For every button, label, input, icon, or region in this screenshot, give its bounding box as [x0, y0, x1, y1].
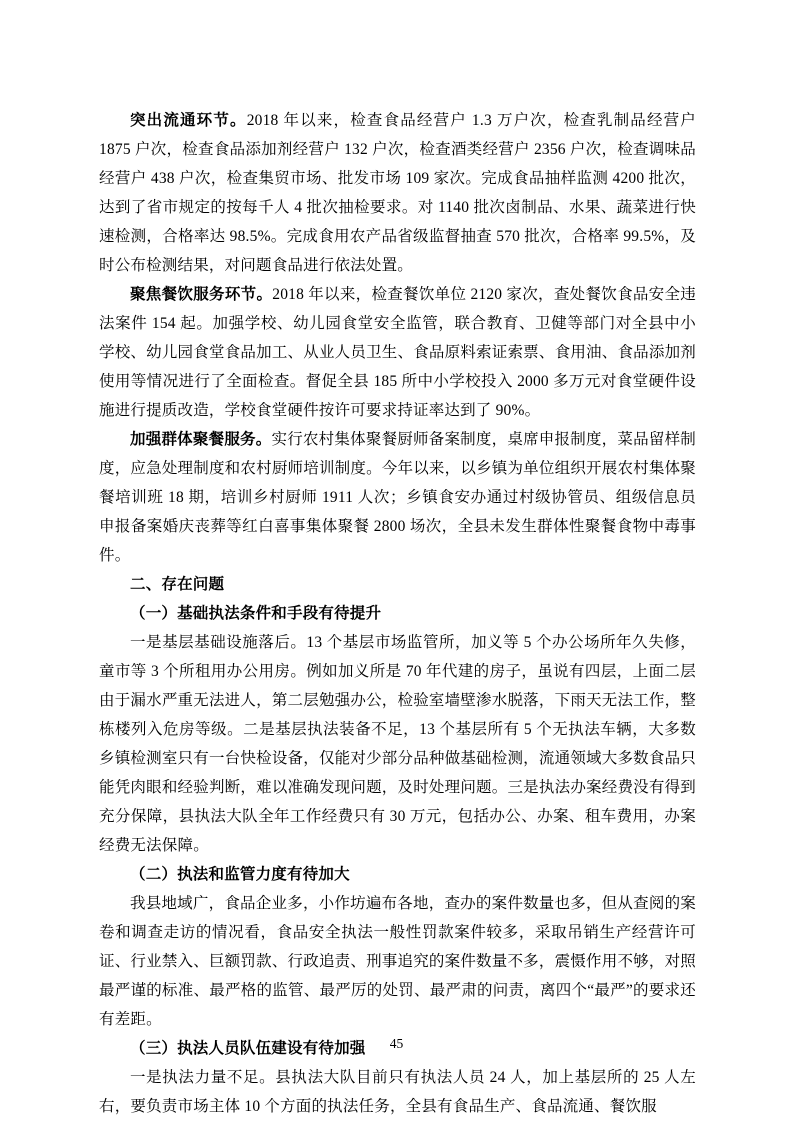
section-heading: 二、存在问题 — [130, 576, 225, 593]
paragraph — [99, 106, 696, 280]
paragraph-text: 我县地域广，食品企业多，小作坊遍布各地，查办的案件数量也多，但从查阅的案卷和调查走访的情况看，食品安全执法一般性罚款案件较多，采取吊销生产经营许可证、行业禁入、巨额罚款、行政追责、刑事追究的案件数量不多，震慑作用不够，对照最严谨的标准、最严格的监管、最严厉的处罚、最严肃的问责，离四个“最严”的要求还有差距。 — [99, 895, 696, 1028]
page-number: 45 — [389, 1036, 404, 1051]
paragraph-text: 一是执法力量不足。县执法大队目前只有执法人员 24 人，加上基层所的 25 人左右，要负责市场主体 10 个方面的执法任务，全县有食品生产、食品流通、餐饮服 — [99, 1069, 696, 1115]
paragraph-text: 2018 年以来，检查餐饮单位 2120 家次，查处餐饮食品安全违法案件 154 起。加强学校、幼儿园食堂安全监管，联合教育、卫健等部门对全县中小学校、幼儿园食堂食品加工、从业人员卫生、食品原料索证索票、食用油、食品添加剂使用等情况进行了全面检查。督促全县 185 所中小学校投入 2000 多万元对食堂硬件设施进行提质改造，学校食堂硬件按许可要求持证率达到了 90%。 — [99, 286, 696, 419]
paragraph-lead: 加强群体聚餐服务。 — [130, 431, 272, 448]
paragraph — [99, 889, 696, 1034]
subsection-heading: （三）执法人员队伍建设有待加强 — [130, 1040, 366, 1057]
document-body — [99, 106, 696, 1121]
paragraph-lead: 突出流通环节。 — [130, 112, 247, 129]
paragraph-lead: 聚焦餐饮服务环节。 — [130, 286, 273, 303]
subsection-heading: （一）基础执法条件和手段有待提升 — [130, 605, 382, 622]
paragraph — [99, 1063, 696, 1121]
paragraph — [99, 280, 696, 425]
paragraph — [99, 628, 696, 860]
paragraph — [99, 425, 696, 570]
paragraph-text: 实行农村集体聚餐厨师备案制度，桌席申报制度，菜品留样制度，应急处理制度和农村厨师培训制度。今年以来，以乡镇为单位组织开展农村集体聚餐培训班 18 期，培训乡村厨师 1911 人次；乡镇食安办通过村级协管员、组级信息员申报备案婚庆丧葬等红白喜事集体聚餐 2800 场次，全县未发生群体性聚餐食物中毒事件。 — [99, 431, 696, 564]
paragraph-text: 2018 年以来，检查食品经营户 1.3 万户次，检查乳制品经营户 1875 户次，检查食品添加剂经营户 132 户次，检查酒类经营户 2356 户次，检查调味品经营户 438 户次，检查集贸市场、批发市场 109 家次。完成食品抽样监测 4200 批次，达到了省市规定的按每千人 4 批次抽检要求。对 1140 批次卤制品、水果、蔬菜进行快速检测，合格率达 98.5%。完成食用农产品省级监督抽查 570 批次，合格率 99.5%，及时公布检测结果，对问题食品进行依法处置。 — [99, 112, 696, 274]
subsection-heading: （二）执法和监管力度有待加大 — [130, 866, 350, 883]
paragraph-text: 一是基层基础设施落后。13 个基层市场监管所，加义等 5 个办公场所年久失修，童市等 3 个所租用办公用房。例如加义所是 70 年代建的房子，虽说有四层，上面二层由于漏水严重无法进人，第二层勉强办公，检验室墙壁渗水脱落，下雨天无法工作，整栋楼列入危房等级。二是基层执法装备不足，13 个基层所有 5 个无执法车辆，大多数乡镇检测室只有一台快检设备，仅能对少部分品种做基础检测，流通领域大多数食品只能凭肉眼和经验判断，难以准确发现问题，及时处理问题。三是执法办案经费没有得到充分保障，县执法大队全年工作经费只有 30 万元，包括办公、办案、租车费用，办案经费无法保障。 — [99, 634, 696, 854]
